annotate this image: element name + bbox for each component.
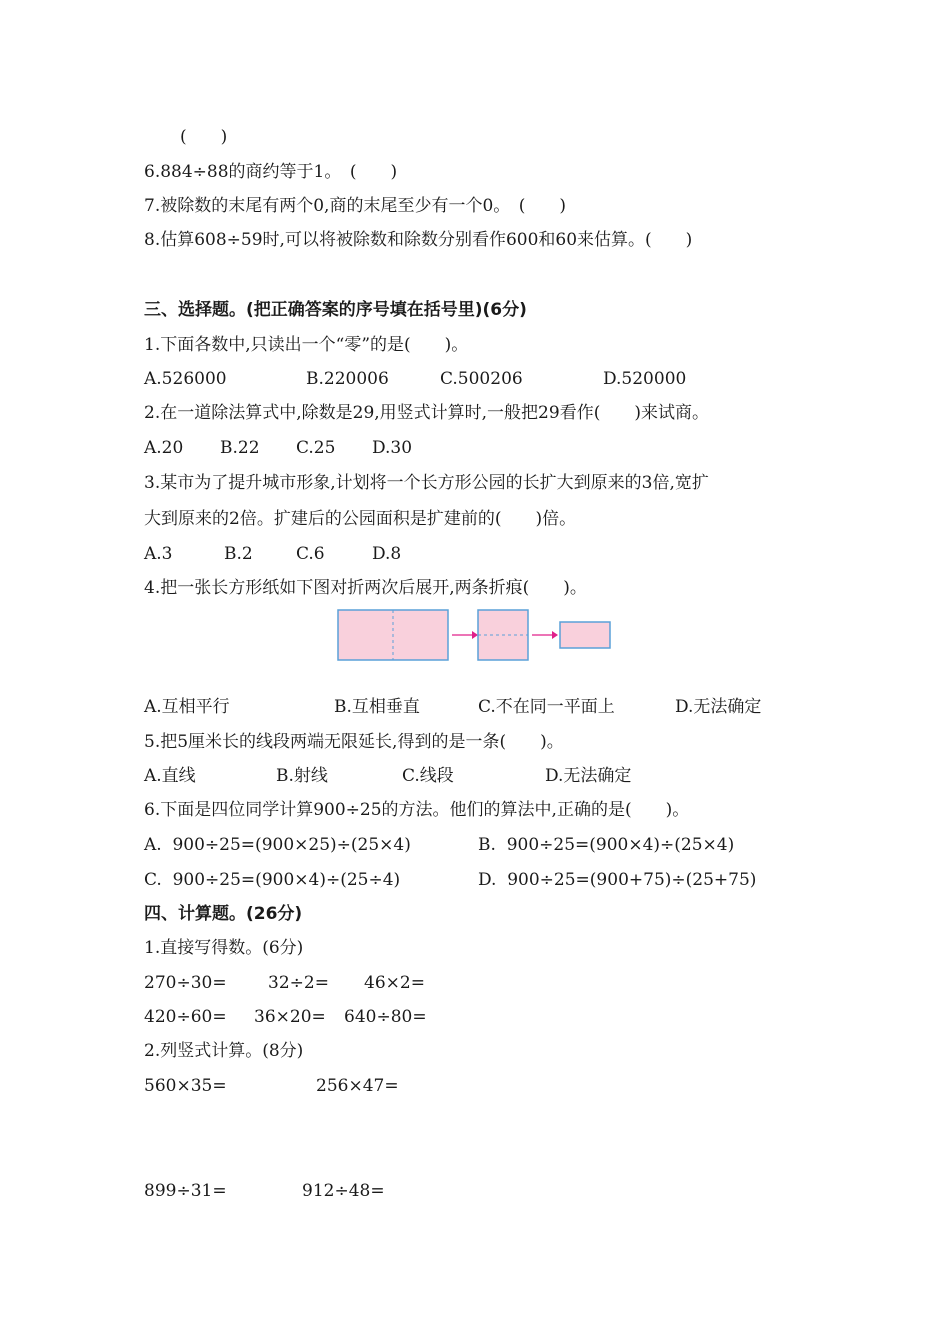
calc-part1-title: 1.直接写得数。(6分) [144, 938, 304, 958]
calc-item: 270÷30= [144, 973, 227, 993]
choice-q4: 4.把一张长方形纸如下图对折两次后展开,两条折痕( )。 [144, 578, 587, 598]
choice-q5-option-a: A.直线 [144, 766, 196, 786]
calc-item: 420÷60= [144, 1007, 227, 1027]
choice-q3-option-a: A.3 [144, 544, 173, 564]
choice-q4-option-a: A.互相平行 [144, 697, 230, 717]
choice-q3-option-c: C.6 [296, 544, 325, 564]
choice-q5-option-d: D.无法确定 [545, 766, 632, 786]
choice-q6: 6.下面是四位同学计算900÷25的方法。他们的算法中,正确的是( )。 [144, 800, 690, 820]
choice-q2: 2.在一道除法算式中,除数是29,用竖式计算时,一般把29看作( )来试商。 [144, 403, 709, 423]
judge-item-5-bracket: ( ) [180, 127, 228, 147]
choice-q3-option-d: D.8 [372, 544, 402, 564]
choice-q2-option-c: C.25 [296, 438, 336, 458]
choice-q5-option-c: C.线段 [402, 766, 454, 786]
calc-item: 899÷31= [144, 1181, 227, 1201]
calc-part2-title: 2.列竖式计算。(8分) [144, 1041, 304, 1061]
choice-q6-option-b: B. 900÷25=(900×4)÷(25×4) [478, 835, 735, 855]
choice-q4-option-c: C.不在同一平面上 [478, 697, 615, 717]
choice-q4-option-d: D.无法确定 [675, 697, 762, 717]
choice-q1-option-b: B.220006 [306, 369, 389, 389]
choice-q3-option-b: B.2 [224, 544, 253, 564]
section-calc-title: 四、计算题。(26分) [144, 904, 303, 924]
calc-item: 912÷48= [302, 1181, 385, 1201]
arrow-2-head [552, 631, 558, 639]
choice-q2-option-a: A.20 [144, 438, 184, 458]
choice-q1-option-a: A.526000 [144, 369, 227, 389]
choice-q3-line2: 大到原来的2倍。扩建后的公园面积是扩建前的( )倍。 [144, 509, 577, 529]
twice-folded-paper [560, 622, 610, 648]
calc-item: 640÷80= [344, 1007, 427, 1027]
choice-q6-option-d: D. 900÷25=(900+75)÷(25+75) [478, 870, 757, 890]
choice-q6-option-a: A. 900÷25=(900×25)÷(25×4) [144, 835, 411, 855]
calc-item: 32÷2= [268, 973, 329, 993]
arrow-1-head [472, 631, 478, 639]
choice-q3-line1: 3.某市为了提升城市形象,计划将一个长方形公园的长扩大到原来的3倍,宽扩 [144, 473, 709, 493]
choice-q2-option-b: B.22 [220, 438, 260, 458]
calc-item: 46×2= [364, 973, 425, 993]
choice-q5-option-b: B.射线 [276, 766, 328, 786]
choice-q5: 5.把5厘米长的线段两端无限延长,得到的是一条( )。 [144, 732, 564, 752]
choice-q1-option-d: D.520000 [603, 369, 687, 389]
calc-item: 256×47= [316, 1076, 399, 1096]
calc-item: 560×35= [144, 1076, 227, 1096]
choice-q1: 1.下面各数中,只读出一个“零”的是( )。 [144, 335, 469, 355]
calc-item: 36×20= [254, 1007, 326, 1027]
judge-item-6: 6.884÷88的商约等于1。 ( ) [144, 162, 398, 182]
choice-q1-option-c: C.500206 [440, 369, 523, 389]
choice-q2-option-d: D.30 [372, 438, 413, 458]
choice-q6-option-c: C. 900÷25=(900×4)÷(25÷4) [144, 870, 401, 890]
judge-item-8: 8.估算608÷59时,可以将被除数和除数分别看作600和60来估算。( ) [144, 230, 693, 250]
choice-q4-option-b: B.互相垂直 [334, 697, 420, 717]
judge-item-7: 7.被除数的末尾有两个0,商的末尾至少有一个0。 ( ) [144, 196, 567, 216]
paper-folding-diagram [336, 604, 616, 666]
section-choice-title: 三、选择题。(把正确答案的序号填在括号里)(6分) [144, 300, 527, 320]
